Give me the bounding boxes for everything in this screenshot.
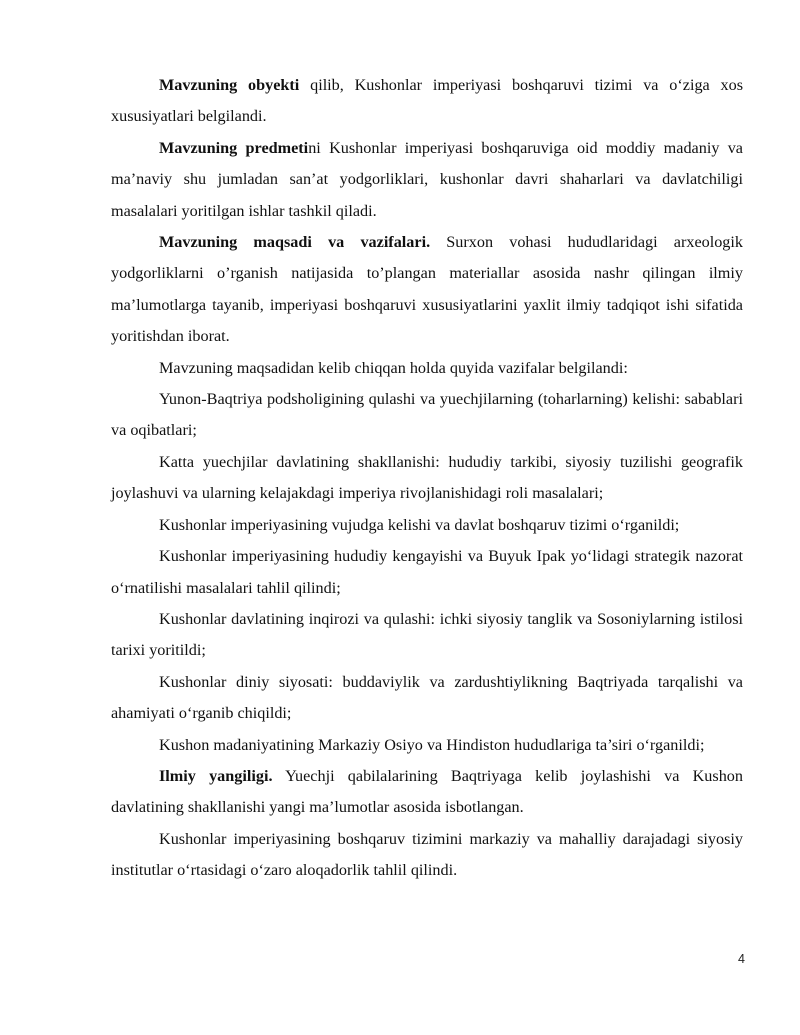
page-number: 4 bbox=[738, 952, 745, 966]
paragraph-text: Kushonlar imperiyasining vujudga kelishi va davlat boshqaruv tizimi o‘rganildi; bbox=[159, 515, 680, 534]
paragraph-text: Kushonlar davlatining inqirozi va qulashi: ichki siyosiy tanglik va Sosoniylarning istilosi tarixi yoritildi; bbox=[111, 609, 743, 660]
paragraph-novelty bbox=[111, 761, 743, 824]
paragraph-lead: Mavzuning maqsadi va vazifalari. bbox=[159, 233, 431, 252]
paragraph-lead: Mavzuning predmeti bbox=[159, 138, 309, 157]
paragraph-text: qilib, Kushonlar imperiyasi boshqaruvi tizimi va o‘ziga xos xususiyatlari belgilandi. bbox=[111, 76, 743, 126]
paragraph-task-6 bbox=[111, 667, 743, 730]
paragraph-text: Kushonlar imperiyasining boshqaruv tizimini markaziy va mahalliy darajadagi siyosiy institutlar o‘rtasidagi o‘zaro aloqadorlik tahlil qilindi. bbox=[111, 829, 743, 880]
paragraph-text: Yunon-Baqtriya podsholigining qulashi va yuechjilarning (toharlarning) kelishi: sabablari va oqibatlari; bbox=[111, 390, 743, 440]
paragraph-text: Kushonlar imperiyasining hududiy kengayishi va Buyuk Ipak yo‘lidagi strategik nazorat o‘rnatilishi masalalari tahlil qilindi; bbox=[111, 547, 743, 597]
paragraph-task-2 bbox=[111, 447, 743, 510]
paragraph-task-1 bbox=[111, 384, 743, 447]
paragraph-goals bbox=[111, 227, 743, 353]
paragraph-novelty-2 bbox=[111, 824, 743, 887]
paragraph-text: Surxon vohasi hududlaridagi arxeologik yodgorliklarni o’rganish natijasida to’plangan materiallar asosida nashr qilingan ilmiy ma’lumotlarga tayanib, imperiyasi boshqaruvi xususiyatlarini yaxlit ilmiy tadqiqot ishi sifatida yoritishdan iborat. bbox=[111, 233, 743, 346]
paragraph-task-7 bbox=[111, 730, 743, 761]
paragraph-object bbox=[111, 70, 743, 133]
paragraph-text: Kushonlar diniy siyosati: buddaviylik va zardushtiylikning Baqtriyada tarqalishi va ahamiyati o‘rganib chiqildi; bbox=[111, 672, 743, 723]
paragraph-subject bbox=[111, 133, 743, 227]
paragraph-lead: Ilmiy yangiligi. bbox=[159, 766, 273, 785]
paragraph-task-4 bbox=[111, 541, 743, 604]
paragraph-text: ni Kushonlar imperiyasi boshqaruviga oid moddiy madaniy va ma’naviy shu jumladan san’at yodgorliklari, kushonlar davri shaharlari va davlatchiligi masalalari yoritilgan ishlar tashkil qiladi. bbox=[111, 138, 743, 220]
document-body bbox=[111, 70, 743, 887]
paragraph-lead: Mavzuning obyekti bbox=[159, 76, 300, 94]
paragraph-tasks-intro bbox=[111, 353, 743, 384]
paragraph-text: Mavzuning maqsadidan kelib chiqqan holda quyida vazifalar belgilandi: bbox=[159, 358, 628, 377]
paragraph-task-3 bbox=[111, 510, 743, 541]
paragraph-text: Katta yuechjilar davlatining shakllanishi: hududiy tarkibi, siyosiy tuzilishi geografik joylashuvi va ularning kelajakdagi imperiya rivojlanishidagi roli masalalari; bbox=[111, 452, 743, 503]
paragraph-text: Yuechji qabilalarining Baqtriyaga kelib joylashishi va Kushon davlatining shakllanishi yangi ma’lumotlar asosida isbotlangan. bbox=[111, 766, 743, 817]
paragraph-task-5 bbox=[111, 604, 743, 667]
paragraph-text: Kushon madaniyatining Markaziy Osiyo va Hindiston hududlariga ta’siri o‘rganildi; bbox=[159, 735, 705, 754]
